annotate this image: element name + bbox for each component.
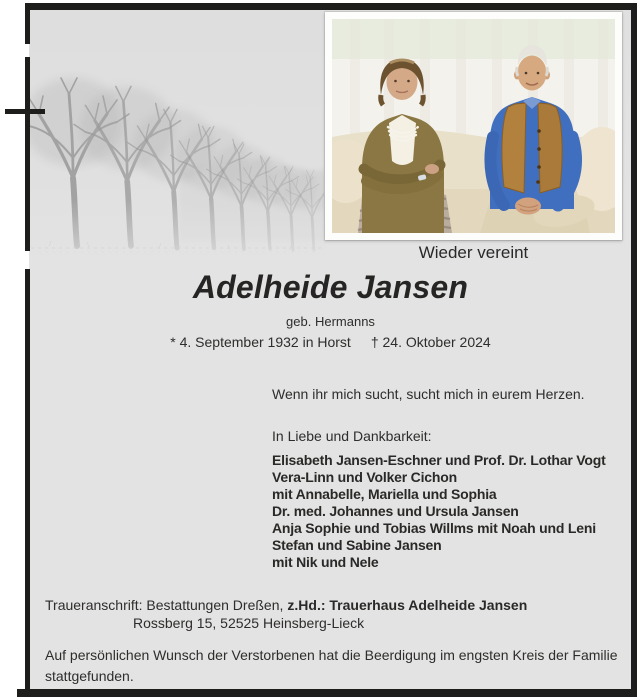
funeral-note-line: stattgefunden. xyxy=(45,668,134,684)
mourners-list xyxy=(272,452,606,571)
mourner-line: Vera-Linn und Volker Cichon xyxy=(272,469,457,485)
funeral-note-line: Auf persönlichen Wunsch der Verstorbenen hat die Beerdigung im engsten Kreis der Familie xyxy=(45,647,618,663)
mourner-line: Anja Sophie und Tobias Willms mit Noah und Leni xyxy=(272,520,596,536)
mourning-address-line xyxy=(45,597,527,613)
mourner-line: Dr. med. Johannes und Ursula Jansen xyxy=(272,503,519,519)
crop-mark-tick xyxy=(5,109,45,114)
mourner-line: mit Nik und Nele xyxy=(272,554,379,570)
maiden-name: geb. Hermanns xyxy=(286,314,375,329)
address-bold: z.Hd.: Trauerhaus Adelheide Jansen xyxy=(287,597,528,613)
mourning-address-line-2: Rossberg 15, 52525 Heinsberg-Lieck xyxy=(133,615,365,631)
frame-bottom-bar xyxy=(17,689,637,697)
deceased-name: Adelheide Jansen xyxy=(192,269,469,305)
misty-winter-trees-image xyxy=(29,10,327,282)
memorial-quote: Wenn ihr mich sucht, sucht mich in eurem Herzen. xyxy=(272,386,585,402)
reunion-text: Wieder vereint xyxy=(418,243,529,262)
mourner-line: Stefan und Sabine Jansen xyxy=(272,537,442,553)
frame-top-bar xyxy=(25,3,637,10)
elderly-couple-photo xyxy=(325,12,622,240)
mourner-line: Elisabeth Jansen-Eschner und Prof. Dr. Lothar Vogt xyxy=(272,452,606,468)
frame-left-bar-segment xyxy=(25,269,30,689)
address-regular: Traueranschrift: Bestattungen Dreßen, xyxy=(45,597,284,613)
frame-left-bar-segment xyxy=(25,57,30,251)
birth-date: * 4. September 1932 in Horst xyxy=(170,334,351,350)
gratitude-line: In Liebe und Dankbarkeit: xyxy=(272,428,432,444)
mourner-line: mit Annabelle, Mariella und Sophia xyxy=(272,486,497,502)
death-date: † 24. Oktober 2024 xyxy=(370,334,491,350)
life-dates xyxy=(29,334,632,350)
frame-left-bar-segment xyxy=(25,3,30,44)
funeral-note xyxy=(45,645,618,687)
